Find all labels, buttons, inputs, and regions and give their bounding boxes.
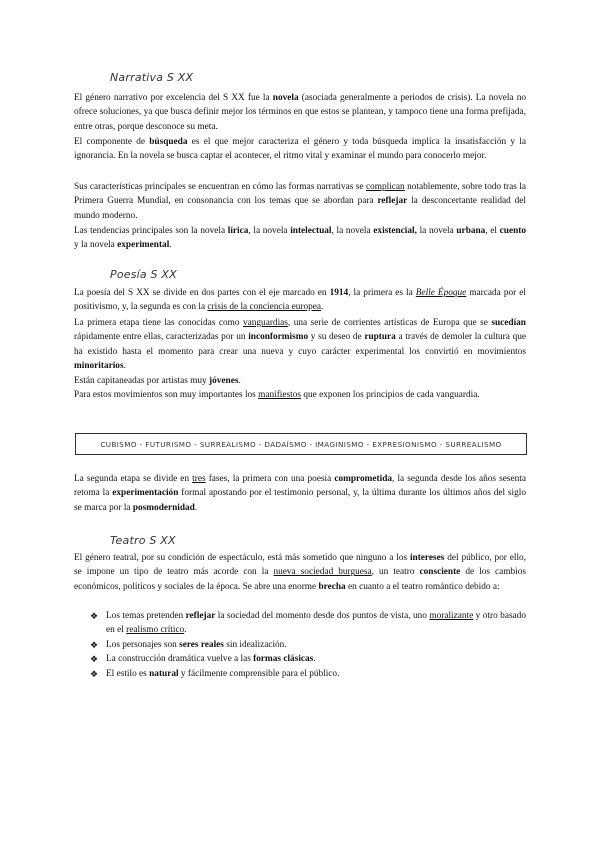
poesia-paragraph-5: La segunda etapa se divide en tres fases, la primera con una poesía comprometida, la segunda desde los años sesenta retoma la experimentación formal apostando por el testimonio personal, y, la última durante los últimos años del siglo se marca por la posmodernidad. (74, 474, 527, 513)
list-item (74, 667, 526, 681)
bullet-text: La construcción dramática vuelve a las formas clásicas. (106, 654, 316, 665)
bullet-text: El estilo es natural y fácilmente comprensible para el público. (106, 668, 340, 679)
narrativa-paragraph-2: El componente de búsqueda es el que mejor caracteriza el género y toda búsqueda implica la insatisfacción y la ignorancia. En la novela se busca captar el acontecer, el ritmo vital y examinar el mundo para conocerlo mejor. (74, 137, 526, 162)
teatro-heading: Teatro S XX (110, 534, 176, 547)
narrativa-paragraph-1: El género narrativo por excelencia del S XX fue la novela (asociada generalmente a periodos de crisis). La novela no ofrece soluciones, ya que busca definir mejor los términos en que estos se plantean, y tampoco tiene una forma prefijada, entre otras, porque desconoce su meta. (74, 93, 526, 132)
poesia-paragraph-3: Están capitaneadas por artistas muy jóvenes. (74, 376, 241, 386)
list-item (74, 652, 526, 666)
poesia-paragraph-1: La poesía del S XX se divide en dos partes con el eje marcado en 1914, la primera es la Belle Époque marcada por el positivismo, y, la segunda es con la crisis de la conciencia europea. (74, 288, 526, 313)
poesia-paragraph-2: La primera etapa tiene las conocidas como vanguardias, una serie de corrientes artísticas de Europa que se sucedían rápidamente entre ellas, caracterizadas por un inconformismo y su deseo de ruptura a través de demoler la cultura que ha existido hasta el momento para crear una nueva y cuyo carácter experimental los convirtió en movimientos minoritarios. (74, 318, 526, 372)
poesia-heading: Poesía S XX (110, 268, 177, 281)
vanguard-movements-box: CUBISMO - FUTURISMO - SURREALISMO - DADAÍSMO - IMAGINISMO - EXPRESIONISMO - SURREALISMO (75, 433, 527, 455)
diamond-bullet-icon: ❖ (90, 639, 99, 650)
teatro-paragraph-1: El género teatral, por su condición de espectáculo, está más sometido que ninguno a los intereses del público, por ello, se impone un tipo de teatro más acorde con la nueva sociedad burguesa, un teatro consciente de los cambios económicos, políticos y sociales de la época. Se abre una enorme brecha en cuanto a el teatro romántico debido a: (74, 553, 526, 592)
diamond-bullet-icon: ❖ (90, 611, 99, 621)
diamond-bullet-icon: ❖ (90, 654, 99, 665)
teatro-bullet-list (74, 609, 526, 681)
list-item (74, 609, 526, 638)
bullet-text: Los personajes son seres reales sin idealización. (106, 639, 287, 650)
diamond-bullet-icon: ❖ (90, 668, 99, 679)
narrativa-heading: Narrativa S XX (110, 71, 194, 84)
narrativa-paragraph-3: Sus características principales se encuentran en cómo las formas narrativas se complican notablemente, sobre todo tras la Primera Guerra Mundial, en consonancia con los temas que se abordan para reflejar la desconcertante realidad del mundo moderno. (74, 182, 526, 221)
narrativa-paragraph-4: Las tendencias principales son la novela lírica, la novela intelectual, la novela existencial, la novela urbana, el cuento y la novela experimental. (74, 226, 527, 251)
poesia-paragraph-4: Para estos movimientos son muy importantes los manifiestos que exponen los principios de cada vanguardia. (74, 390, 480, 400)
bullet-text: Los temas pretenden reflejar la sociedad del momento desde dos puntos de vista, uno moralizante y otro basado en el realismo crítico. (106, 611, 526, 636)
list-item (74, 638, 526, 652)
